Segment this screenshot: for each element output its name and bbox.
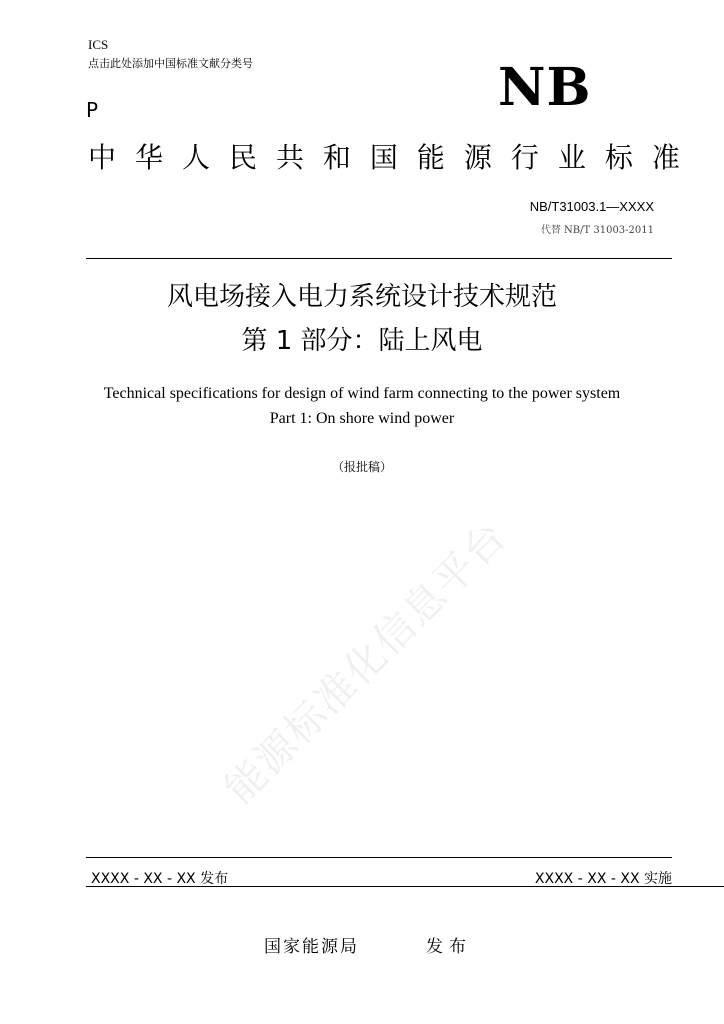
- ics-label: ICS: [88, 37, 109, 52]
- title-line-2: 第 1 部分：陆上风电: [241, 326, 483, 356]
- industry-char: 标: [604, 141, 633, 174]
- watermark: 能源标准化信息平台: [216, 513, 517, 813]
- industry-char: 源: [463, 141, 492, 174]
- draft-status: （报批稿）: [331, 460, 392, 474]
- publisher-name: 国家能源局: [264, 937, 359, 957]
- ccs-code: P: [86, 98, 99, 122]
- footer-divider-bottom: [86, 886, 724, 887]
- industry-char: 中: [88, 141, 117, 174]
- industry-char: 准: [651, 141, 680, 174]
- nb-logo: NB: [498, 57, 592, 118]
- industry-char: 能: [416, 141, 445, 174]
- english-title-line-1: Technical specifications for design of wind farm connecting to the power system: [103, 385, 621, 402]
- industry-char: 业: [557, 141, 586, 174]
- industry-char: 华: [134, 141, 163, 174]
- header-divider: [86, 258, 672, 259]
- english-title-line-2: Part 1: On shore wind power: [269, 410, 455, 427]
- industry-char: 人: [181, 141, 210, 174]
- issue-date: XXXX - XX - XX 发布: [91, 871, 229, 887]
- industry-char: 共: [275, 141, 304, 174]
- industry-char: 行: [510, 141, 539, 174]
- implement-date: XXXX - XX - XX 实施: [534, 871, 672, 887]
- industry-standard-heading: [88, 140, 680, 176]
- industry-char: 和: [322, 141, 351, 174]
- standard-number: NB/T31003.1—XXXX: [529, 199, 654, 214]
- footer-divider-top: [86, 857, 672, 858]
- industry-char: 民: [228, 141, 257, 174]
- industry-char: 国: [369, 141, 398, 174]
- ics-classification-placeholder[interactable]: 点击此处添加中国标准文献分类号: [88, 57, 253, 70]
- replaces-standard: 代替 NB/T 31003-2011: [540, 225, 654, 236]
- title-line-1: 风电场接入电力系统设计技术规范: [166, 282, 557, 312]
- publish-label: 发布: [426, 937, 472, 957]
